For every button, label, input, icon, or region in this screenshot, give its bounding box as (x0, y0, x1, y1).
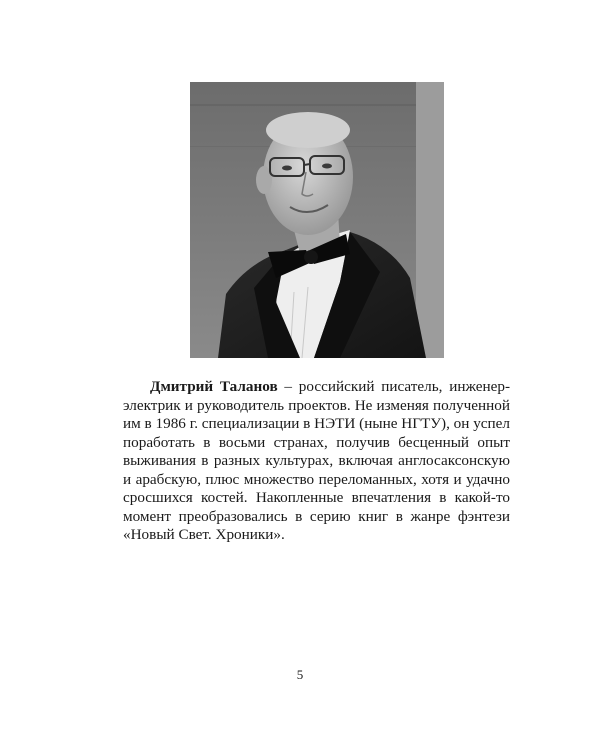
author-name: Дмитрий Таланов (150, 378, 278, 395)
author-photo (190, 82, 444, 358)
page-number: 5 (296, 667, 304, 682)
author-bio-paragraph (123, 378, 510, 545)
author-bio-text: – российский писатель, инженер-электрик и руководитель проектов. Не изменяя полученной им в 1986 г. специализации в НЭТИ (ныне НГТУ), он успел поработать в восьми странах, получив бесценный опыт выживания в разных культурах, включая англосаксонскую и арабскую, плюс множество переломанных, хотя и удачно сросшихся костей. Накопленные впечатления в какой-то момент преобразовались в серию книг в жанре фэнтези «Новый Свет. Хроники». (123, 378, 511, 543)
author-portrait-image (190, 82, 444, 358)
